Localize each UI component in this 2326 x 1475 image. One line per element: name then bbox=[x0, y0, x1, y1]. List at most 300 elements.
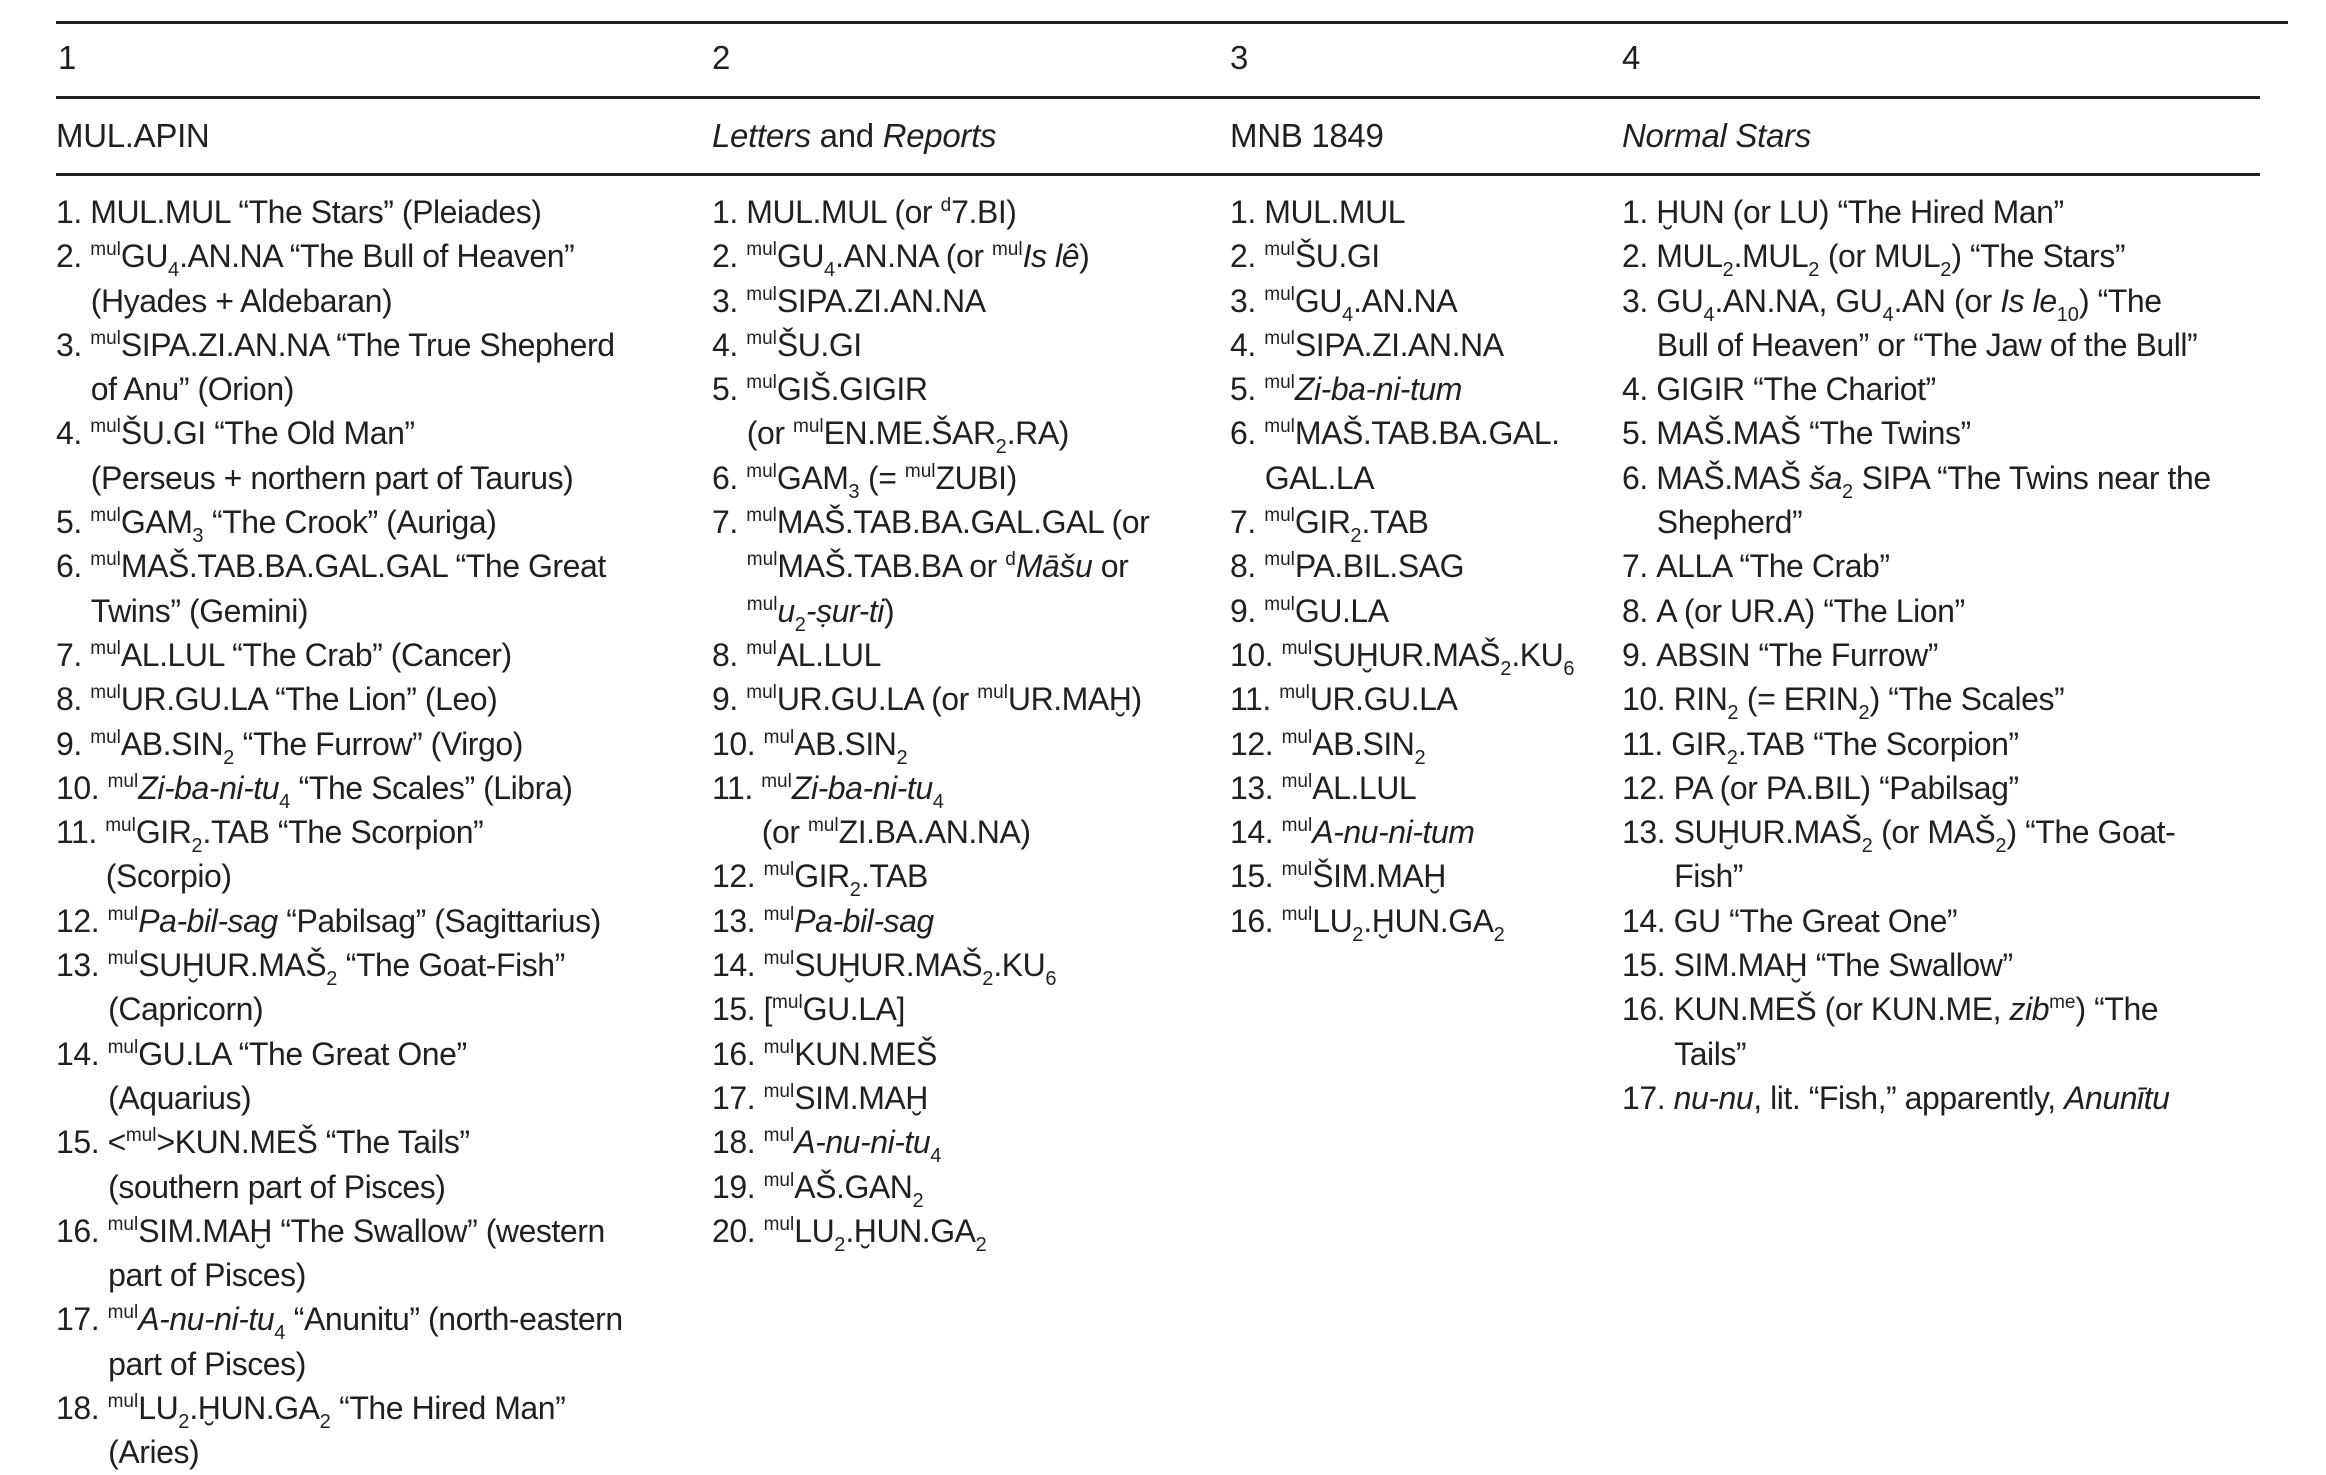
item-number: 5. bbox=[56, 504, 82, 541]
sign-index-subscript: 4 bbox=[1703, 303, 1715, 326]
determinative-superscript: mul bbox=[1264, 327, 1295, 349]
sign-index-subscript: 2 bbox=[1861, 835, 1873, 858]
item-first-line bbox=[1622, 234, 2282, 282]
determinative-superscript: mul bbox=[1264, 593, 1295, 615]
text-segment: MUL bbox=[1656, 238, 1723, 275]
italic-text: A-nu-ni-tu bbox=[794, 1124, 931, 1161]
determinative-superscript: me bbox=[2049, 992, 2076, 1014]
italic-text: zib bbox=[2009, 991, 2050, 1028]
item-first-line bbox=[1230, 677, 1620, 721]
text-segment: MAŠ.TAB.BA.GAL. bbox=[1294, 415, 1560, 452]
text-segment: Twins” (Gemini) bbox=[90, 592, 309, 629]
determinative-superscript: mul bbox=[1264, 416, 1295, 438]
text-segment: ŠU.GI “The Old Man” bbox=[120, 415, 415, 452]
determinative-superscript: mul bbox=[125, 1125, 157, 1147]
sign-index-subscript: 4 bbox=[274, 1322, 286, 1345]
item-continuation-line bbox=[56, 456, 696, 500]
column-mnb-1849 bbox=[1230, 190, 1620, 946]
list-item bbox=[1622, 810, 2282, 899]
item-number: 3. bbox=[1622, 282, 1648, 319]
item-first-line bbox=[712, 190, 1222, 234]
text-segment: LU bbox=[794, 1212, 835, 1249]
text-segment: .TAB “The Scorpion” bbox=[1737, 725, 2019, 762]
item-first-line bbox=[1622, 367, 2282, 411]
determinative-superscript: mul bbox=[1281, 637, 1313, 659]
determinative-superscript: mul bbox=[763, 1125, 795, 1147]
item-first-line bbox=[712, 943, 1222, 991]
item-number: 12. bbox=[56, 902, 100, 939]
item-first-line bbox=[56, 1297, 696, 1345]
determinative-superscript: mul bbox=[1264, 505, 1295, 527]
sign-index-subscript: 2 bbox=[1500, 657, 1512, 680]
text-segment: ) “The bbox=[2078, 282, 2162, 319]
text-segment: .RA) bbox=[1006, 415, 1069, 452]
item-number: 15. bbox=[1622, 947, 1666, 984]
list-item bbox=[1230, 810, 1620, 854]
determinative-superscript: mul bbox=[1264, 239, 1295, 261]
italic-text: Zi-ba-ni-tu bbox=[138, 769, 280, 806]
text-segment: SUḪUR.MAŠ bbox=[1673, 814, 1862, 851]
list-item bbox=[1230, 854, 1620, 898]
list-item bbox=[712, 943, 1222, 991]
item-first-line bbox=[1230, 323, 1620, 367]
text-segment: RIN bbox=[1673, 681, 1728, 718]
item-first-line bbox=[1230, 279, 1620, 326]
list-item bbox=[712, 323, 1222, 367]
list-item bbox=[712, 500, 1222, 636]
text-segment: GU bbox=[120, 238, 168, 275]
item-number: 18. bbox=[56, 1390, 100, 1427]
column-mul-apin bbox=[56, 190, 696, 1475]
item-continuation-line bbox=[1622, 1032, 2282, 1076]
italic-text: u bbox=[777, 592, 795, 629]
item-number: 16. bbox=[1622, 991, 1666, 1028]
text-segment: GU.LA] bbox=[802, 991, 905, 1028]
text-segment: UR.GU.LA “The Lion” (Leo) bbox=[120, 681, 498, 718]
text-segment: .MUL bbox=[1733, 238, 1809, 275]
item-number: 9. bbox=[1622, 636, 1648, 673]
text-segment: EN.ME.ŠAR bbox=[823, 415, 996, 452]
item-continuation-line bbox=[56, 367, 696, 411]
item-first-line bbox=[1622, 1076, 2282, 1120]
text-segment: .ḪUN.GA bbox=[1363, 902, 1494, 939]
item-continuation-line bbox=[56, 589, 696, 633]
list-item bbox=[1230, 899, 1620, 946]
sign-index-subscript: 2 bbox=[794, 613, 806, 636]
item-first-line bbox=[56, 1032, 696, 1076]
text-segment: ) bbox=[1079, 238, 1090, 275]
list-item bbox=[56, 810, 696, 899]
text-segment: UR.GU.LA (or bbox=[776, 681, 978, 718]
list-item bbox=[712, 234, 1222, 282]
text-segment: SIM.MAḪ “The Swallow” bbox=[1673, 947, 2013, 984]
item-first-line bbox=[56, 1120, 696, 1164]
sign-index-subscript: 4 bbox=[1882, 303, 1894, 326]
text-segment: MUL.MUL “The Stars” (Pleiades) bbox=[90, 194, 542, 230]
item-number: 18. bbox=[712, 1124, 756, 1161]
text-segment: (Hyades + Aldebaran) bbox=[90, 282, 393, 319]
item-number: 6. bbox=[1230, 415, 1256, 452]
determinative-superscript: mul bbox=[105, 815, 136, 837]
list-item bbox=[1622, 677, 2282, 725]
list-item bbox=[712, 1032, 1222, 1076]
text-segment: SIM.MAḪ “The Swallow” (western bbox=[138, 1212, 605, 1249]
item-first-line bbox=[56, 810, 696, 858]
list-item bbox=[712, 1209, 1222, 1256]
item-first-line bbox=[712, 234, 1222, 282]
list-item bbox=[1230, 766, 1620, 810]
determinative-superscript: mul bbox=[763, 726, 795, 748]
item-first-line bbox=[1622, 899, 2282, 943]
text-segment: .TAB bbox=[1361, 504, 1429, 541]
item-number: 7. bbox=[1230, 504, 1256, 541]
sign-index-subscript: 2 bbox=[326, 968, 338, 991]
item-first-line bbox=[712, 766, 1222, 813]
item-first-line bbox=[712, 677, 1222, 721]
text-segment: .AN.NA “The Bull of Heaven” bbox=[179, 238, 575, 275]
sign-index-subscript: 2 bbox=[223, 746, 235, 769]
determinative-superscript: mul bbox=[107, 948, 139, 970]
list-item bbox=[56, 1120, 696, 1209]
item-continuation-line bbox=[56, 1430, 696, 1474]
item-first-line bbox=[1230, 544, 1620, 588]
determinative-superscript: mul bbox=[1264, 549, 1295, 571]
item-continuation-line bbox=[56, 279, 696, 323]
text-segment: PA (or PA.BIL) “Pabilsag” bbox=[1673, 769, 2019, 806]
list-item bbox=[1622, 190, 2282, 234]
item-first-line bbox=[1622, 411, 2282, 455]
sign-index-subscript: 4 bbox=[279, 790, 291, 813]
item-first-line bbox=[1230, 190, 1620, 234]
italic-text: Anunītu bbox=[2064, 1079, 2170, 1116]
item-first-line bbox=[56, 500, 696, 548]
text-segment: MAŠ.TAB.BA.GAL.GAL (or bbox=[776, 504, 1150, 541]
sign-index-subscript: 2 bbox=[1727, 702, 1739, 725]
item-first-line bbox=[56, 544, 696, 588]
text-segment: UR.GU.LA bbox=[1309, 681, 1458, 718]
item-continuation-line bbox=[1622, 500, 2282, 544]
list-item bbox=[56, 190, 696, 234]
item-first-line bbox=[712, 500, 1222, 544]
text-segment: .KU bbox=[993, 947, 1046, 984]
text-segment: (southern part of Pisces) bbox=[108, 1168, 446, 1205]
text-segment: MAŠ.MAŠ “The Twins” bbox=[1656, 415, 1971, 452]
sign-index-subscript: 2 bbox=[1722, 259, 1734, 282]
determinative-superscript: mul bbox=[90, 505, 121, 527]
text-segment: ) “The Goat- bbox=[2006, 814, 2176, 851]
italic-text: A-nu-ni-tum bbox=[1312, 814, 1475, 851]
determinative-superscript: mul bbox=[977, 682, 1008, 704]
text-segment: A (or UR.A) “The Lion” bbox=[1656, 592, 1965, 629]
list-item bbox=[712, 1076, 1222, 1120]
determinative-superscript: mul bbox=[1279, 682, 1310, 704]
column-letters-and-reports bbox=[712, 190, 1222, 1256]
text-segment: (Capricorn) bbox=[108, 991, 264, 1028]
text-segment: (or bbox=[761, 814, 808, 851]
list-item bbox=[56, 1032, 696, 1121]
item-first-line bbox=[1622, 722, 2282, 769]
item-first-line bbox=[1230, 589, 1620, 633]
item-number: 4. bbox=[56, 415, 82, 452]
italic-text: Māšu bbox=[1015, 548, 1093, 585]
list-item bbox=[56, 234, 696, 323]
italic-text: Zi-ba-ni-tu bbox=[791, 769, 933, 806]
text-segment: Bull of Heaven” or “The Jaw of the Bull” bbox=[1656, 326, 2198, 363]
list-item bbox=[1622, 766, 2282, 810]
item-first-line bbox=[712, 1076, 1222, 1120]
text-segment: MAŠ.MAŠ bbox=[1656, 459, 1810, 496]
sign-index-subscript: 3 bbox=[192, 525, 204, 548]
text-segment: .AN.NA, GU bbox=[1714, 282, 1883, 319]
item-number: 8. bbox=[712, 636, 738, 673]
sign-index-subscript: 2 bbox=[1350, 525, 1362, 548]
item-number: 14. bbox=[1230, 814, 1274, 851]
item-continuation-line bbox=[712, 810, 1222, 854]
text-segment: ) bbox=[883, 592, 895, 629]
sign-index-subscript: 2 bbox=[1858, 702, 1870, 725]
text-segment: SUḪUR.MAŠ bbox=[1312, 636, 1501, 673]
item-continuation-line bbox=[1622, 854, 2282, 898]
item-first-line bbox=[56, 411, 696, 455]
list-item bbox=[712, 1165, 1222, 1212]
item-first-line bbox=[56, 1209, 696, 1253]
text-segment: >KUN.MEŠ “The Tails” bbox=[156, 1124, 470, 1161]
determinative-superscript: mul bbox=[763, 859, 795, 881]
text-segment: .ḪUN.GA bbox=[845, 1212, 976, 1249]
text-segment: MUL.MUL (or bbox=[746, 194, 941, 230]
column-title-mnb-1849: MNB 1849 bbox=[1230, 117, 1384, 154]
item-continuation-line bbox=[56, 1253, 696, 1297]
item-number: 1. bbox=[712, 194, 738, 230]
determinative-superscript: mul bbox=[772, 992, 803, 1014]
text-segment: (= ERIN bbox=[1738, 681, 1859, 718]
list-item bbox=[712, 633, 1222, 677]
item-first-line bbox=[1230, 766, 1620, 810]
list-item bbox=[1622, 456, 2282, 545]
text-segment: ZUBI) bbox=[935, 459, 1017, 496]
item-number: 11. bbox=[1230, 681, 1271, 718]
list-item bbox=[1622, 987, 2282, 1076]
text-segment: “The Scales” (Libra) bbox=[290, 769, 573, 806]
column-number-4: 4 bbox=[1622, 39, 1641, 76]
text-segment: ) “The Stars” bbox=[1951, 238, 2126, 275]
item-first-line bbox=[1622, 633, 2282, 677]
item-number: 3. bbox=[56, 326, 82, 363]
determinative-superscript: mul bbox=[763, 903, 795, 925]
italic-text: Is lê bbox=[1022, 238, 1080, 275]
text-segment: ḪUN (or LU) “The Hired Man” bbox=[1656, 194, 2064, 230]
determinative-superscript: mul bbox=[107, 1391, 139, 1413]
list-item bbox=[56, 544, 696, 633]
list-item bbox=[712, 279, 1222, 323]
determinative-superscript: mul bbox=[1281, 903, 1313, 925]
list-item bbox=[1622, 1076, 2282, 1120]
text-segment: ZI.BA.AN.NA) bbox=[838, 814, 1031, 851]
item-first-line bbox=[712, 367, 1222, 411]
text-segment: MAŠ.TAB.BA.GAL.GAL “The Great bbox=[120, 548, 606, 585]
text-segment: PA.BIL.SAG bbox=[1294, 548, 1465, 585]
item-number: 5. bbox=[1230, 371, 1256, 408]
item-first-line bbox=[1230, 854, 1620, 898]
item-number: 20. bbox=[712, 1212, 756, 1249]
sign-index-subscript: 2 bbox=[975, 1233, 987, 1256]
determinative-superscript: mul bbox=[746, 593, 778, 615]
item-number: 17. bbox=[1622, 1079, 1666, 1116]
item-number: 2. bbox=[56, 238, 82, 275]
determinative-superscript: mul bbox=[107, 770, 139, 792]
list-item bbox=[712, 190, 1222, 234]
item-first-line bbox=[1622, 766, 2282, 810]
sign-index-subscript: 2 bbox=[1493, 923, 1505, 946]
text-segment: (Perseus + northern part of Taurus) bbox=[90, 459, 574, 496]
text-segment: GIŠ.GIGIR bbox=[776, 371, 928, 408]
item-first-line bbox=[56, 677, 696, 721]
list-item bbox=[56, 943, 696, 1032]
table-top-rule bbox=[56, 21, 2288, 24]
item-number: 10. bbox=[712, 725, 756, 762]
list-item bbox=[1230, 411, 1620, 500]
item-number: 15. bbox=[712, 991, 756, 1028]
item-number: 14. bbox=[1622, 902, 1666, 939]
item-number: 10. bbox=[56, 769, 100, 806]
list-item bbox=[712, 854, 1222, 902]
determinative-superscript: mul bbox=[763, 1213, 795, 1235]
item-first-line bbox=[1230, 899, 1620, 946]
text-segment: AL.LUL bbox=[1312, 769, 1417, 806]
determinative-superscript: mul bbox=[746, 637, 777, 659]
determinative-superscript: mul bbox=[807, 815, 839, 837]
list-item bbox=[56, 1297, 696, 1386]
column-title-letters-and-reports bbox=[712, 116, 996, 156]
item-first-line bbox=[1230, 234, 1620, 278]
determinative-superscript: mul bbox=[90, 327, 121, 349]
item-first-line bbox=[712, 279, 1222, 323]
item-number: 1. bbox=[1230, 194, 1256, 230]
determinative-superscript: mul bbox=[90, 549, 121, 571]
list-item bbox=[712, 677, 1222, 721]
italic-text: Is le bbox=[2000, 282, 2057, 319]
determinative-superscript: mul bbox=[991, 239, 1023, 261]
determinative-superscript: mul bbox=[761, 770, 792, 792]
determinative-superscript: mul bbox=[1281, 815, 1313, 837]
text-segment: “The Hired Man” bbox=[330, 1390, 566, 1427]
list-item bbox=[56, 1209, 696, 1298]
item-number: 5. bbox=[712, 371, 738, 408]
text-segment: SUḪUR.MAŠ bbox=[794, 947, 983, 984]
item-number: 8. bbox=[56, 681, 82, 718]
item-first-line bbox=[1230, 633, 1620, 680]
item-number: 11. bbox=[712, 769, 753, 806]
text-segment: GU bbox=[1656, 282, 1704, 319]
determinative-superscript: mul bbox=[763, 1080, 795, 1102]
italic-text: nu-nu bbox=[1673, 1079, 1754, 1116]
item-number: 10. bbox=[1230, 636, 1274, 673]
column-title-mul-apin: MUL.APIN bbox=[56, 117, 210, 154]
determinative-superscript: mul bbox=[1281, 726, 1313, 748]
item-number: 5. bbox=[1622, 415, 1648, 452]
text-segment: SIPA.ZI.AN.NA bbox=[1294, 326, 1504, 363]
italic-text: -ṣur-ti bbox=[805, 592, 884, 629]
text-segment: SUḪUR.MAŠ bbox=[138, 947, 327, 984]
list-item bbox=[1230, 323, 1620, 367]
text-segment: GIR bbox=[794, 858, 850, 895]
list-item bbox=[1622, 279, 2282, 368]
determinative-superscript: mul bbox=[763, 1169, 795, 1191]
determinative-superscript: mul bbox=[746, 327, 777, 349]
item-continuation-line bbox=[1622, 323, 2282, 367]
item-first-line bbox=[1230, 810, 1620, 854]
text-segment: GU bbox=[776, 238, 824, 275]
text-segment: “Anunitu” (north-eastern bbox=[285, 1301, 623, 1338]
list-item bbox=[1622, 943, 2282, 987]
text-segment: GU.LA bbox=[1294, 592, 1389, 629]
text-segment: “Pabilsag” (Sagittarius) bbox=[277, 902, 601, 939]
list-item bbox=[56, 722, 696, 769]
item-number: 7. bbox=[712, 504, 738, 541]
text-segment: (or MAŠ bbox=[1872, 814, 1996, 851]
text-segment: .TAB bbox=[860, 858, 928, 895]
list-item bbox=[712, 899, 1222, 943]
list-item bbox=[712, 722, 1222, 769]
item-first-line bbox=[1230, 500, 1620, 548]
text-segment: GAM bbox=[776, 459, 849, 496]
determinative-superscript: mul bbox=[1264, 372, 1295, 394]
list-item bbox=[1230, 279, 1620, 326]
list-item bbox=[56, 633, 696, 677]
determinative-superscript: mul bbox=[746, 682, 777, 704]
item-first-line bbox=[56, 633, 696, 677]
text-segment: GIR bbox=[135, 814, 192, 851]
text-segment: LU bbox=[138, 1390, 179, 1427]
text-segment: SIPA.ZI.AN.NA “The True Shepherd bbox=[120, 326, 615, 363]
sign-index-subscript: 2 bbox=[912, 1189, 924, 1212]
item-number: 4. bbox=[712, 326, 738, 363]
item-number: 1. bbox=[1622, 194, 1648, 230]
text-segment: MUL.MUL bbox=[1264, 194, 1406, 230]
text-segment: “The Goat-Fish” bbox=[337, 947, 565, 984]
text-segment: GIGIR “The Chariot” bbox=[1656, 371, 1936, 408]
item-first-line bbox=[712, 1032, 1222, 1076]
text-segment: .KU bbox=[1511, 636, 1564, 673]
item-first-line bbox=[1230, 367, 1620, 411]
item-number: 16. bbox=[712, 1035, 756, 1072]
determinative-superscript: d bbox=[1005, 549, 1016, 571]
list-item bbox=[1230, 234, 1620, 278]
item-first-line bbox=[1622, 810, 2282, 858]
item-first-line bbox=[1230, 722, 1620, 769]
header-rule bbox=[56, 96, 2260, 99]
item-number: 13. bbox=[712, 902, 756, 939]
item-number: 8. bbox=[1622, 592, 1648, 629]
list-item bbox=[1230, 722, 1620, 769]
sign-index-subscript: 2 bbox=[995, 436, 1007, 459]
list-item bbox=[1622, 411, 2282, 455]
italic-text: A-nu-ni-tu bbox=[138, 1301, 275, 1338]
item-first-line bbox=[1622, 677, 2282, 725]
sign-index-subscript: 2 bbox=[1726, 746, 1738, 769]
item-number: 12. bbox=[712, 858, 756, 895]
item-number: 13. bbox=[1230, 769, 1274, 806]
item-first-line bbox=[1622, 190, 2282, 234]
item-number: 9. bbox=[56, 725, 82, 762]
item-first-line bbox=[1622, 943, 2282, 987]
sign-index-subscript: 3 bbox=[848, 480, 860, 503]
text-segment: , lit. “Fish,” apparently, bbox=[1753, 1079, 2065, 1116]
item-number: 14. bbox=[712, 947, 756, 984]
item-number: 16. bbox=[56, 1212, 100, 1249]
determinative-superscript: mul bbox=[1264, 283, 1295, 305]
item-first-line bbox=[56, 1386, 696, 1434]
